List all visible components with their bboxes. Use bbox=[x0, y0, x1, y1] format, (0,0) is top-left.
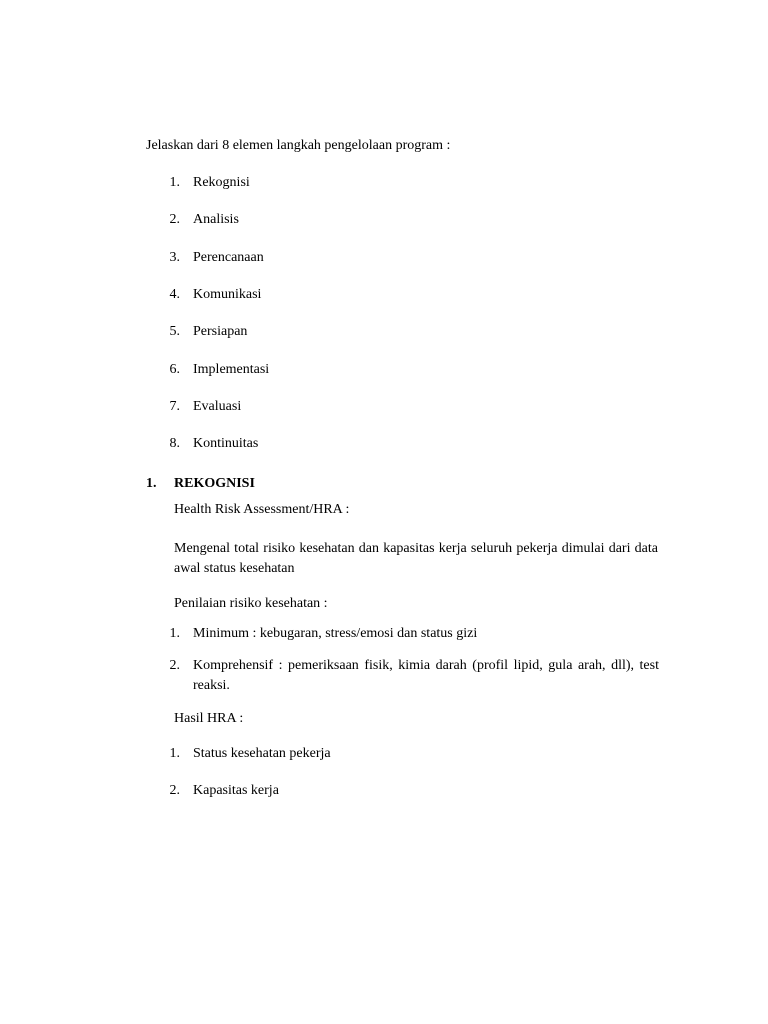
list-item-number: 1. bbox=[169, 175, 180, 190]
hra-description: Mengenal total risiko kesehatan dan kapasitas kerja seluruh pekerja dimulai dari data awal status kesehatan bbox=[174, 541, 658, 576]
list-item-number: 1. bbox=[169, 746, 180, 761]
list-item-text: Status kesehatan pekerja bbox=[193, 746, 331, 761]
list-item-number: 2. bbox=[169, 212, 180, 227]
list-item-number: 2. bbox=[169, 783, 180, 798]
list-item-number: 6. bbox=[169, 362, 180, 377]
intro-text: Jelaskan dari 8 elemen langkah pengelolaan program : bbox=[146, 138, 451, 153]
section-title: REKOGNISI bbox=[174, 476, 255, 491]
section-number: 1. bbox=[146, 476, 157, 491]
list-item-text: Minimum : kebugaran, stress/emosi dan status gizi bbox=[193, 626, 478, 641]
hra-heading: Health Risk Assessment/HRA : bbox=[174, 502, 350, 517]
list-item-number: 5. bbox=[169, 324, 180, 339]
list-item-text: Kapasitas kerja bbox=[193, 783, 279, 798]
list-item-number: 4. bbox=[169, 287, 180, 302]
list-item-label: Analisis bbox=[193, 212, 239, 227]
list-item-label: Persiapan bbox=[193, 324, 248, 339]
list-item-number: 3. bbox=[169, 250, 180, 265]
list-item-number: 8. bbox=[169, 436, 180, 451]
list-item-label: Evaluasi bbox=[193, 399, 242, 414]
list-item-label: Rekognisi bbox=[193, 175, 250, 190]
list-item-label: Implementasi bbox=[193, 362, 270, 377]
result-heading: Hasil HRA : bbox=[174, 711, 244, 726]
list-item-label: Kontinuitas bbox=[193, 436, 259, 451]
list-item-number: 1. bbox=[169, 626, 180, 641]
assessment-heading: Penilaian risiko kesehatan : bbox=[174, 596, 328, 611]
list-item-number: 7. bbox=[169, 399, 180, 414]
list-item-text: Komprehensif : pemeriksaan fisik, kimia darah (profil lipid, gula arah, dll), test reaksi. bbox=[193, 658, 659, 693]
list-item-label: Komunikasi bbox=[193, 287, 262, 302]
list-item-number: 2. bbox=[169, 658, 180, 673]
list-item-label: Perencanaan bbox=[193, 250, 264, 265]
